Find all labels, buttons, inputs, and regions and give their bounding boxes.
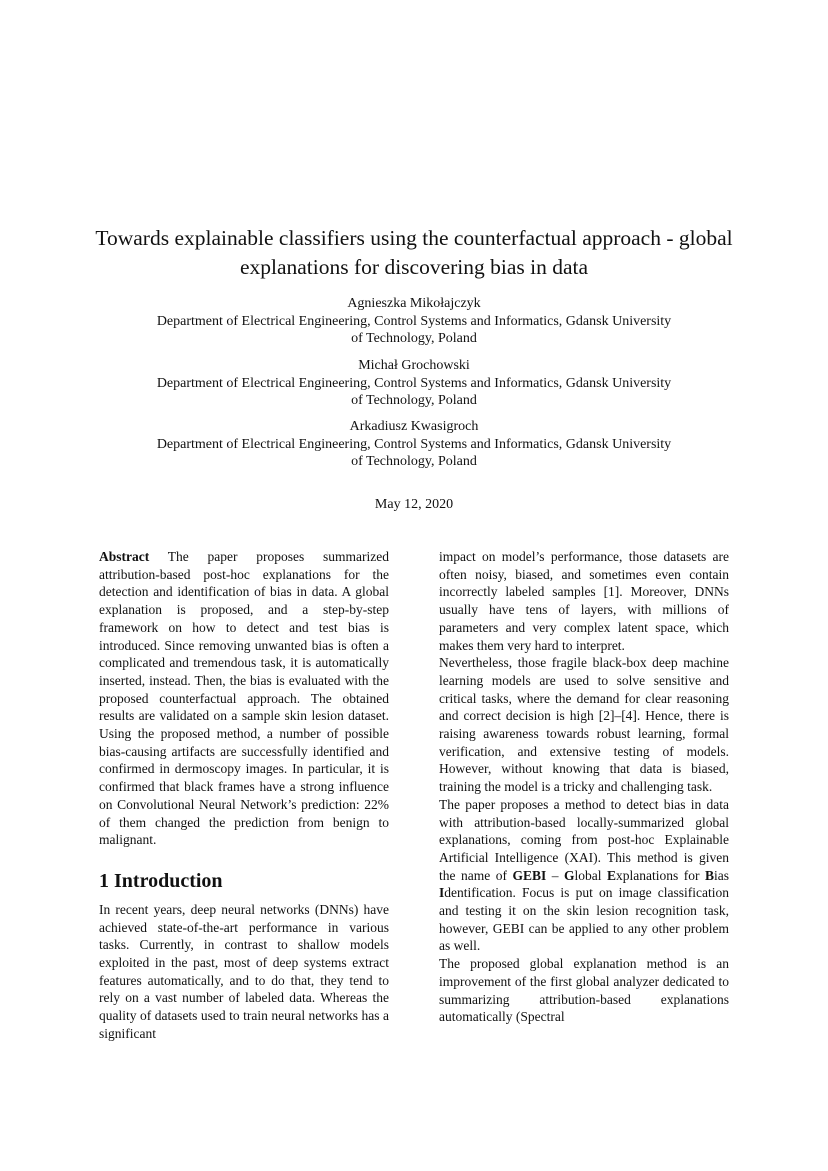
publication-date: May 12, 2020 xyxy=(374,497,454,512)
author-block xyxy=(150,418,678,471)
author-affiliation: Department of Electrical Engineering, Control Systems and Informatics, Gdansk University of Technology, Poland xyxy=(156,375,672,408)
author-name: Michał Grochowski xyxy=(358,358,470,373)
paper-title: Towards explainable classifiers using the counterfactual approach - global explanations for discovering bias in data xyxy=(95,226,733,279)
abstract xyxy=(99,548,389,849)
body-paragraph: The proposed global explanation method is an improvement of the first global analyzer dedicated to summarizing attribution-based explanations automatically (Spectral xyxy=(439,956,729,1025)
author-name: Agnieszka Mikołajczyk xyxy=(347,296,481,311)
author-affiliation: Department of Electrical Engineering, Control Systems and Informatics, Gdansk University of Technology, Poland xyxy=(156,313,672,346)
body-paragraph: In recent years, deep neural networks (DNNs) have achieved state-of-the-art performance in various tasks. Currently, in contrast to shallow models exploited in the past, most of deep systems extract features automatically, and to do that, they tend to rely on a vast number of labeled data. Whereas the quality of datasets used to train neural networks has a significant xyxy=(99,901,389,1041)
author-block xyxy=(150,357,678,410)
author-affiliation: Department of Electrical Engineering, Control Systems and Informatics, Gdansk University of Technology, Poland xyxy=(156,436,672,469)
left-column xyxy=(99,548,389,1043)
abstract-text: The paper proposes summarized attribution-based post-hoc explanations for the detection and identification of bias in data. A global explanation is proposed, and a step-by-step framework on how to detect and test bias is introduced. Since removing unwanted bias is often a complicated and tremendous task, it is automatically inserted, instead. Then, the bias is evaluated with the proposed counterfactual approach. The obtained results are validated on a sample skin lesion dataset. Using the proposed method, a number of possible bias-causing artifacts are successfully identified and confirmed in dermoscopy images. In particular, it is confirmed that black frames have a strong influence on Convolutional Neural Network’s prediction: 22% of them changed the prediction from benign to malignant. xyxy=(99,549,389,848)
body-paragraph: The paper proposes a method to detect bias in data with attribution-based locally-summarized global explanations, coming from post-hoc Explainable Artificial Intelligence (XAI). This method is given the name of GEBI – Global Explanations for Bias Identification. Focus is put on image classification and testing it on the skin lesion recognition task, however, GEBI can be applied to any other problem as well. xyxy=(439,796,730,954)
section-heading: 1 Introduction xyxy=(99,869,223,892)
body-paragraph: impact on model’s performance, those datasets are often noisy, biased, and sometimes even contain incorrectly labeled samples [1]. Moreover, DNNs usually have tens of layers, with millions of parameters and very complex latent space, which makes them very hard to interpret. xyxy=(439,549,729,653)
right-column xyxy=(439,548,729,1026)
author-block xyxy=(150,295,678,348)
author-name: Arkadiusz Kwasigroch xyxy=(349,419,479,434)
body-paragraph: Nevertheless, those fragile black-box deep machine learning models are used to solve sensitive and critical tasks, where the demand for clear reasoning and correct decision is high [2]–[4]. Hence, there is raising awareness towards robust learning, formal verification, and extensive testing of models. However, without knowing that data is biased, training the model is a tricky and challenging task. xyxy=(439,655,729,795)
abstract-label: Abstract xyxy=(99,549,150,564)
